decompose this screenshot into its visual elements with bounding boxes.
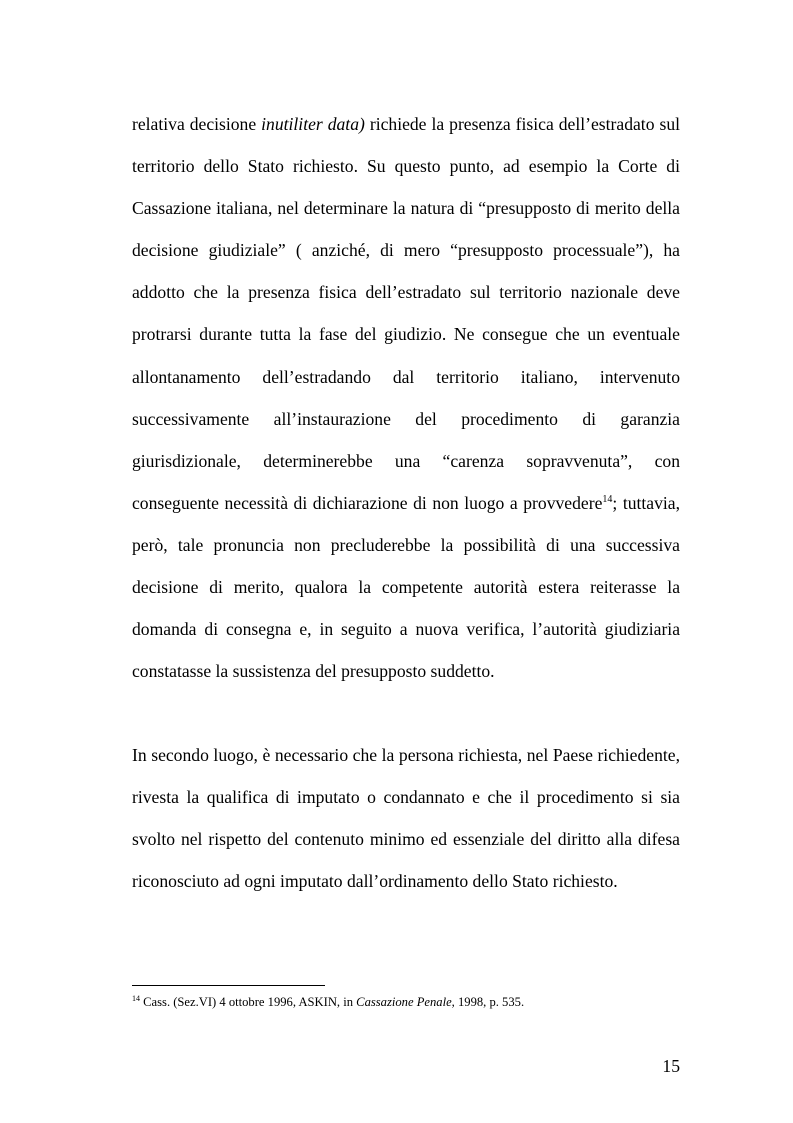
paragraph-1-italic-phrase: inutiliter data) xyxy=(261,114,365,134)
footnote-separator xyxy=(132,985,325,986)
paragraph-1-text-end: ; tuttavia, però, tale pronuncia non precluderebbe la possibilità di una successiva decisione di merito, qualora la competente autorità estera reiterasse la domanda di consegna e, in seguito a nuova verifica, l’autorità giudiziaria constatasse la sussistenza del presupposto suddetto. xyxy=(132,492,680,682)
page-number: 15 xyxy=(662,1056,680,1076)
footnote-text-end: 1998, p. 535. xyxy=(454,995,525,1009)
footnote-reference[interactable]: 14 xyxy=(602,493,613,505)
footnote-number: 14 xyxy=(132,993,140,1003)
footnote-italic-title: Cassazione Penale, xyxy=(356,995,455,1009)
paragraph-1-text-start: relativa decisione xyxy=(132,114,262,134)
paragraph-1-text-middle: richiede la presenza fisica dell’estradato sul territorio dello Stato richiesto. Su questo punto, ad esempio la Corte di Cassazione italiana, nel determinare la natura di “presupposto di merito della decisione giudiziale” ( anziché, di mero “presupposto processuale”), ha addotto che la presenza fisica dell’estradato sul territorio nazionale deve protrarsi durante tutta la fase del giudizio. Ne consegue che un eventuale allontanamento dell’estradando dal territorio italiano, intervenuto successivamente all’instaurazione del procedimento di garanzia giurisdizionale, determinerebbe una “carenza sopravvenuta”, con conseguente necessità di dichiarazione di non luogo a provvedere xyxy=(132,114,681,513)
body-paragraph-1 xyxy=(132,103,680,692)
body-paragraph-2: In secondo luogo, è necessario che la persona richiesta, nel Paese richiedente, rivesta la qualifica di imputato o condannato e che il procedimento si sia svolto nel rispetto del contenuto minimo ed essenziale del diritto alla difesa riconosciuto ad ogni imputato dall’ordinamento dello Stato richiesto. xyxy=(132,745,680,892)
footnote-text-start: Cass. (Sez.VI) 4 ottobre 1996, ASKIN, in xyxy=(140,995,357,1009)
footnote xyxy=(132,994,680,1010)
